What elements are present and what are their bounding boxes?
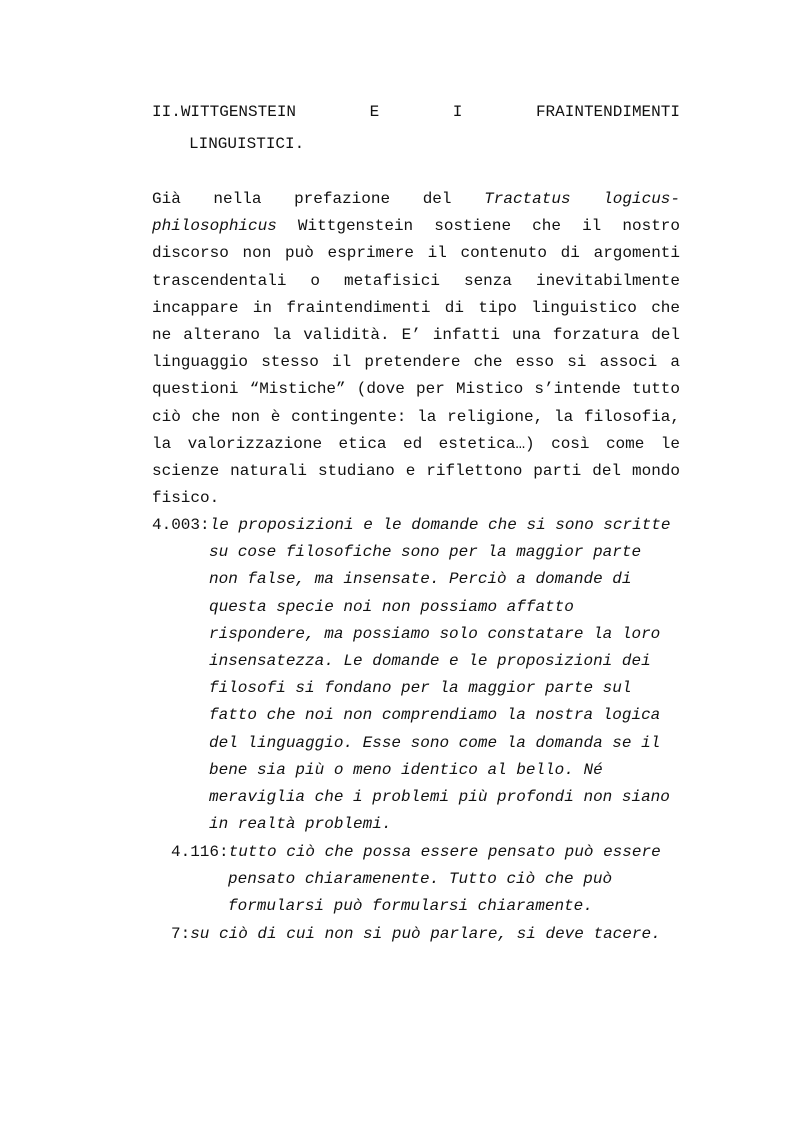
- quote-text: tutto ciò che possa essere pensato può essere: [228, 843, 661, 861]
- quote-line: in realtà problemi.: [209, 815, 392, 834]
- quote-line: rispondere, ma possiamo solo constatare la loro: [209, 624, 661, 643]
- quote-number: 7:: [171, 925, 191, 943]
- body-paragraph: [152, 186, 680, 512]
- chapter-heading: [152, 96, 680, 160]
- quote-line: meraviglia che i problemi più profondi non siano: [209, 788, 670, 807]
- heading-word-4: FRAINTENDIMENTI: [535, 103, 680, 121]
- heading-word-3: I: [452, 103, 463, 121]
- quote-number: 4.116:: [171, 843, 229, 861]
- heading-first-word: [152, 96, 296, 128]
- heading-word-1: WITTGENSTEIN: [180, 103, 297, 121]
- quote-line: non false, ma insensate. Perciò a domande di: [209, 570, 632, 589]
- quote-number: 4.003:: [152, 516, 210, 534]
- quote-line: questa specie noi non possiamo affatto: [209, 597, 574, 616]
- quote-line: del linguaggio. Esse sono come la domanda se il: [209, 733, 661, 752]
- paragraph-part-2: Wittgenstein sostiene che il nostro discorso non può esprimere il contenuto di argomenti trascendentali o metafisici senza inevitabilmente incappare in fraintendimenti di tipo linguistico che ne alterano la validità. E’ infatti una forzatura del linguaggio stesso il pretendere che esso si associ a questioni “Mistiche” (dove per Mistico s’intende tutto ciò che non è contingente: la religione, la filosofia, la valorizzazione etica ed estetica…) così come le scienze naturali studiano e riflettono parti del mondo fisico.: [152, 217, 680, 508]
- quote-text: le proposizioni e le domande che si sono scritte: [209, 516, 671, 534]
- quote-4-116: [171, 839, 681, 921]
- heading-word-2: E: [369, 103, 380, 121]
- heading-line-1: [152, 96, 680, 128]
- chapter-number: II.: [152, 103, 181, 121]
- quote-line: formularsi può formularsi chiaramente.: [228, 897, 593, 916]
- quote-line: insensatezza. Le domande e le proposizioni dei: [209, 652, 651, 671]
- quote-line: su cose filosofiche sono per la maggior parte: [209, 543, 642, 562]
- quote-line: [152, 512, 682, 539]
- quote-line: [171, 839, 681, 866]
- quote-7: [171, 921, 681, 948]
- quote-line: pensato chiaramenente. Tutto ciò che può: [228, 870, 613, 889]
- quote-line: bene sia più o meno identico al bello. Né: [209, 760, 603, 779]
- paragraph-part-1: Già nella prefazione del: [152, 190, 485, 208]
- quote-4-003: [152, 512, 682, 838]
- tractatus-title: Tractatus logicus-philosophicus: [152, 190, 680, 236]
- heading-line-2: LINGUISTICI.: [189, 135, 305, 153]
- quote-line: fatto che noi non comprendiamo la nostra logica: [209, 706, 661, 725]
- quote-line: filosofi si fondano per la maggior parte sul: [209, 679, 632, 698]
- quote-text: su ciò di cui non si può parlare, si deve tacere.: [190, 925, 661, 943]
